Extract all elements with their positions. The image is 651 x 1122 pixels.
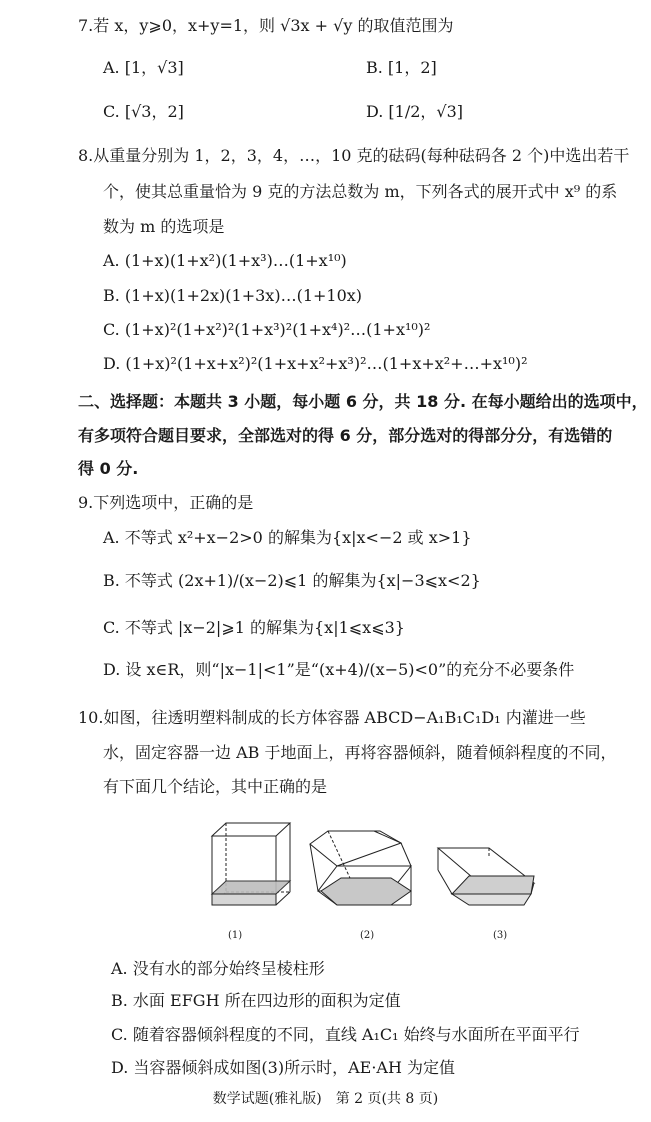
q8-option-d: D. (1+x)²(1+x+x²)²(1+x+x²+x³)²…(1+x+x²+…+x¹⁰)² bbox=[103, 354, 528, 373]
q10-stem-line-2: 水，固定容器一边 AB 于地面上，再将容器倾斜，随着倾斜程度的不同， bbox=[103, 743, 617, 762]
figure-1-caption: (1) bbox=[228, 930, 243, 941]
figure-3-water bbox=[452, 876, 534, 894]
q10-figures bbox=[190, 808, 560, 948]
q8-option-c: C. (1+x)²(1+x²)²(1+x³)²(1+x⁴)²…(1+x¹⁰)² bbox=[103, 320, 431, 339]
q10-option-c: C. 随着容器倾斜程度的不同，直线 A₁C₁ 始终与水面所在平面平行 bbox=[111, 1025, 580, 1044]
q7-option-d: D. [1/2，√3] bbox=[366, 102, 464, 121]
figure-1-water-front bbox=[212, 894, 276, 905]
q10-option-b: B. 水面 EFGH 所在四边形的面积为定值 bbox=[111, 991, 401, 1010]
q9-option-a: A. 不等式 x²+x−2>0 的解集为{x|x<−2 或 x>1} bbox=[103, 528, 472, 547]
q10-option-a: A. 没有水的部分始终呈棱柱形 bbox=[111, 959, 325, 978]
q9-stem: 9.下列选项中，正确的是 bbox=[78, 493, 254, 512]
q7-option-c: C. [√3，2] bbox=[103, 102, 184, 121]
figure-3-caption: (3) bbox=[493, 930, 508, 941]
q10-stem-line-3: 有下面几个结论，其中正确的是 bbox=[103, 777, 328, 796]
figure-3-water-bottom bbox=[452, 894, 531, 905]
figure-1-water-surface bbox=[212, 881, 290, 894]
q7-option-b: B. [1，2] bbox=[366, 58, 437, 77]
q9-option-b: B. 不等式 (2x+1)/(x−2)⩽1 的解集为{x|−3⩽x<2} bbox=[103, 571, 481, 590]
q8-option-b: B. (1+x)(1+2x)(1+3x)…(1+10x) bbox=[103, 286, 363, 305]
figure-2-caption: (2) bbox=[360, 930, 375, 941]
container-diagrams-svg bbox=[190, 808, 560, 948]
q10-option-d: D. 当容器倾斜成如图(3)所示时，AE·AH 为定值 bbox=[111, 1058, 456, 1077]
q8-stem-line-1: 8.从重量分别为 1，2，3，4，…，10 克的砝码(每种砝码各 2 个)中选出若干 bbox=[78, 146, 630, 165]
section-2-heading-line-2: 有多项符合题目要求，全部选对的得 6 分，部分选对的得部分分，有选错的 bbox=[78, 426, 613, 445]
q8-stem-line-3: 数为 m 的选项是 bbox=[103, 217, 225, 236]
q10-stem-line-1: 10.如图，往透明塑料制成的长方体容器 ABCD−A₁B₁C₁D₁ 内灌进一些 bbox=[78, 708, 586, 727]
q8-stem-line-2: 个，使其总重量恰为 9 克的方法总数为 m，下列各式的展开式中 x⁹ 的系 bbox=[103, 182, 618, 201]
q8-option-a: A. (1+x)(1+x²)(1+x³)…(1+x¹⁰) bbox=[103, 251, 347, 270]
q7-stem: 7.若 x，y⩾0，x+y=1，则 √3x + √y 的取值范围为 bbox=[78, 16, 454, 35]
section-2-heading-line-3: 得 0 分. bbox=[78, 459, 139, 478]
q9-option-c: C. 不等式 |x−2|⩾1 的解集为{x|1⩽x⩽3} bbox=[103, 618, 405, 637]
page-footer: 数学试题(雅礼版) 第 2 页(共 8 页) bbox=[212, 1091, 439, 1107]
q7-option-a: A. [1，√3] bbox=[103, 58, 184, 77]
q9-option-d: D. 设 x∈R，则“|x−1|<1”是“(x+4)/(x−5)<0”的充分不必要条件 bbox=[103, 660, 575, 679]
section-2-heading-line-1: 二、选择题：本题共 3 小题，每小题 6 分，共 18 分. 在每小题给出的选项中， bbox=[78, 392, 648, 411]
figure-2-water bbox=[321, 878, 411, 905]
